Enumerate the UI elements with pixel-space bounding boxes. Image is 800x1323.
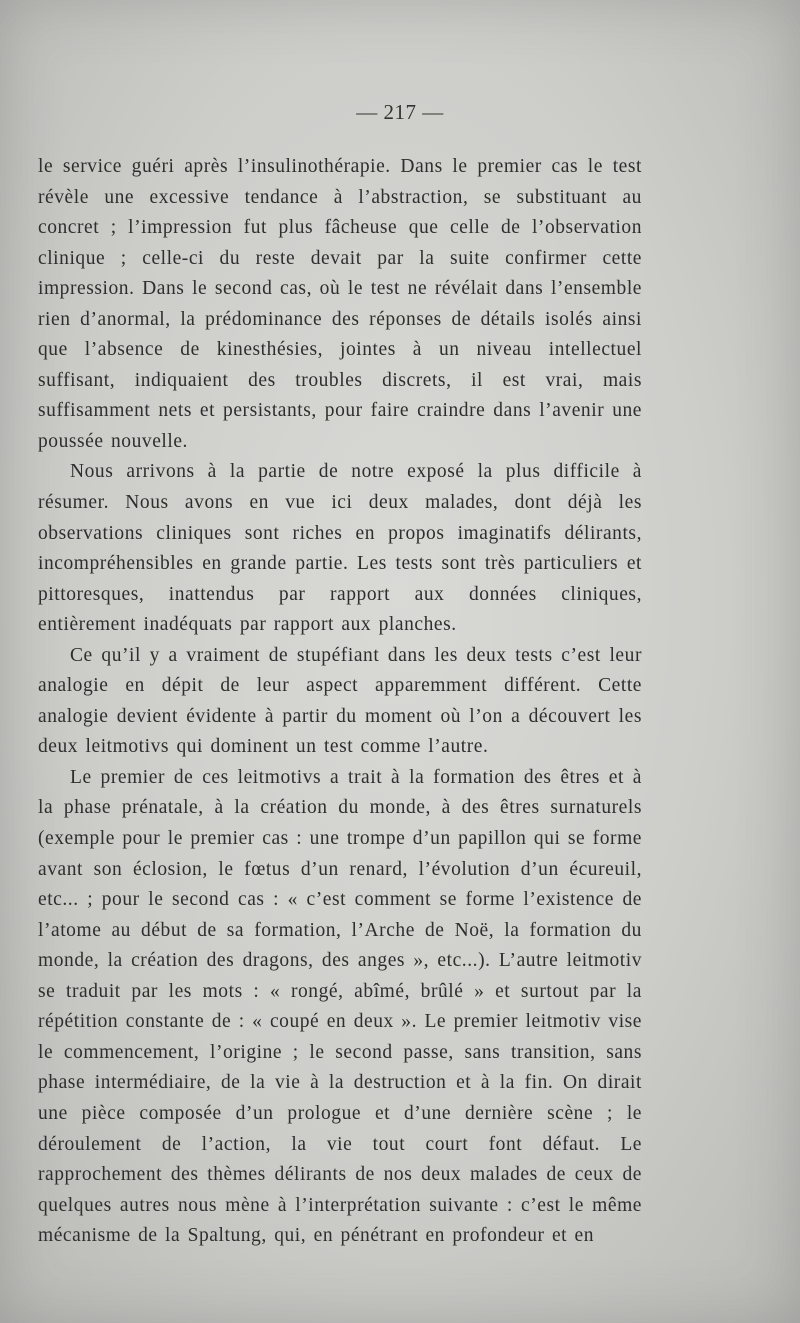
paragraph-3: Ce qu’il y a vraiment de stupéfiant dans les deux tests c’est leur analogie en dépit de leur aspect apparemment différent. Cette analogie devient évidente à partir du moment où l’on a découvert les deux leitmotivs qui dominent un test comme l’autre. xyxy=(38,644,642,758)
paragraph-1: le service guéri après l’insulinothérapie. Dans le premier cas le test révèle une excessive tendance à l’abstraction, se substituant au concret ; l’impression fut plus fâcheuse que celle de l’observation clinique ; celle-ci du reste devait par la suite confirmer cette impression. Dans le second cas, où le test ne révélait dans l’ensemble rien d’anormal, la prédominance des réponses de détails isolés ainsi que l’absence de kinesthésies, jointes à un niveau intellectuel suffisant, indiquaient des troubles discrets, il est vrai, mais suffisamment nets et persistants, pour faire craindre dans l’avenir une poussée nouvelle. xyxy=(38,156,642,452)
paragraph-2: Nous arrivons à la partie de notre exposé la plus difficile à résumer. Nous avons en vue ici deux malades, dont déjà les observations cliniques sont riches en propos imaginatifs délirants, incompréhensibles en grande partie. Les tests sont très particuliers et pittoresques, inattendus par rapport aux données cliniques, entièrement inadéquats par rapport aux planches. xyxy=(38,461,642,636)
body-text xyxy=(38,152,642,1252)
page-number: — 217 — xyxy=(356,100,444,124)
paragraph-4: Le premier de ces leitmotivs a trait à la formation des êtres et à la phase prénatale, à la création du monde, à des êtres surnaturels (exemple pour le premier cas : une trompe d’un papillon qui se forme avant son éclosion, le fœtus d’un renard, l’évolution d’un écureuil, etc... ; pour le second cas : « c’est comment se forme l’existence de l’atome au début de sa formation, l’Arche de Noë, la formation du monde, la création des dragons, des anges », etc...). L’autre leitmotiv se traduit par les mots : « rongé, abîmé, brûlé » et surtout par la répétition constante de : « coupé en deux ». Le premier leitmotiv vise le commencement, l’origine ; le second passe, sans transition, sans phase intermédiaire, de la vie à la destruction et à la fin. On dirait une pièce composée d’un prologue et d’une dernière scène ; le déroulement de l’action, la vie tout court font défaut. Le rapprochement des thèmes délirants de nos deux malades de ceux de quelques autres nous mène à l’interprétation suivante : c’est le même mécanisme de la Spaltung, qui, en pénétrant en profondeur et en xyxy=(38,766,642,1247)
